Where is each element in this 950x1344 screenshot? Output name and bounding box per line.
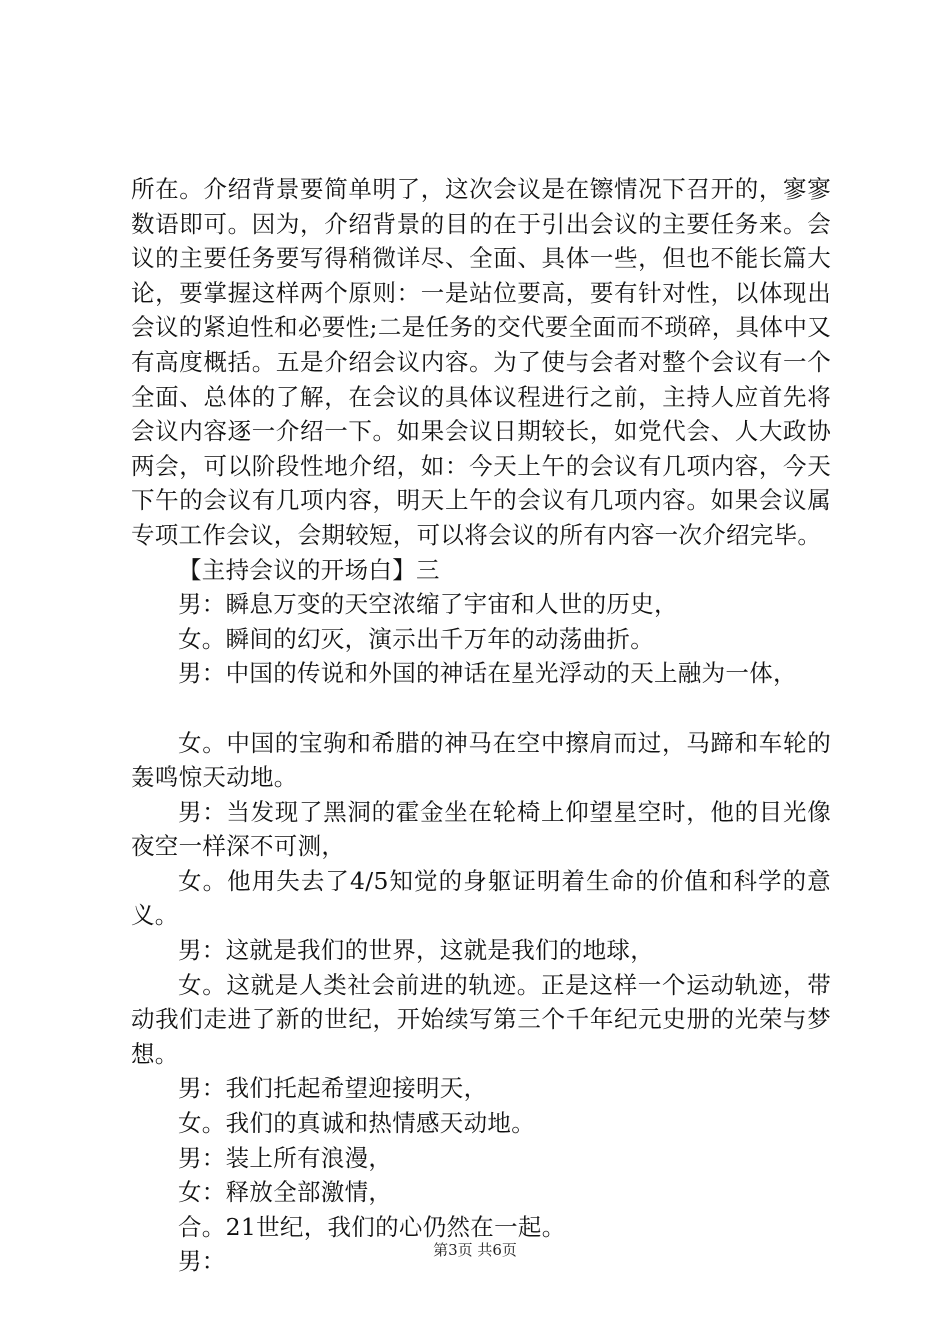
dialogue-line: 男：装上所有浪漫， (178, 1143, 393, 1172)
dialogue-line: 女。这就是人类社会前进的轨迹。正是这样一个运动轨迹，带动我们走进了新的世纪，开始续写第三个千年纪元史册的光荣与梦想。 (131, 970, 831, 1068)
dialogue-line: 男：我们托起希望迎接明天， (178, 1074, 488, 1103)
page-footer (0, 1240, 950, 1260)
dialogue-line: 男：瞬息万变的天空浓缩了宇宙和人世的历史， (178, 590, 678, 619)
body-text (131, 172, 831, 1279)
dialogue-line: 男：中国的传说和外国的神话在星光浮动的天上融为一体， (178, 659, 797, 688)
paragraph-meeting-intro: 所在。介绍背景要简单明了，这次会议是在镲情况下召开的，寥寥数语即可。因为，介绍背景的目的在于引出会议的主要任务来。会议的主要任务要写得稍微详尽、全面、具体一些，但也不能长篇大论，要掌握这样两个原则：一是站位要高，要有针对性，以体现出会议的紧迫性和必要性;二是任务的交代要全面而不琐碎，具体中又有高度概括。五是介绍会议内容。为了使与会者对整个会议有一个全面、总体的了解，在会议的具体议程进行之前，主持人应首先将会议内容逐一介绍一下。如果会议日期较长，如党代会、人大政协两会，可以阶段性地介绍，如：今天上午的会议有几项内容，今天下午的会议有几项内容，明天上午的会议有几项内容。如果会议属专项工作会议，会期较短，可以将会议的所有内容一次介绍完毕。 (131, 175, 831, 549)
dialogue-line: 女。中国的宝驹和希腊的神马在空中擦肩而过，马蹄和车轮的轰鸣惊天动地。 (131, 728, 831, 792)
dialogue-line: 女：释放全部激情， (178, 1178, 393, 1207)
dialogue-line: 女。我们的真诚和热情感天动地。 (178, 1109, 535, 1138)
dialogue-line: 女。他用失去了4/5知觉的身躯证明着生命的价值和科学的意义。 (131, 866, 831, 930)
page-number: 第3页 共6页 (433, 1241, 517, 1259)
dialogue-line: 女。瞬间的幻灭，演示出千万年的动荡曲折。 (178, 624, 654, 653)
dialogue-line: 男：这就是我们的世界，这就是我们的地球， (178, 936, 654, 965)
dialogue-line: 男：当发现了黑洞的霍金坐在轮椅上仰望星空时，他的目光像夜空一样深不可测， (131, 797, 831, 861)
section-heading: 【主持会议的开场白】三 (178, 555, 440, 584)
dialogue-line: 男： (178, 1247, 226, 1276)
dialogue-line: 合。21世纪，我们的心仍然在一起。 (178, 1212, 566, 1241)
